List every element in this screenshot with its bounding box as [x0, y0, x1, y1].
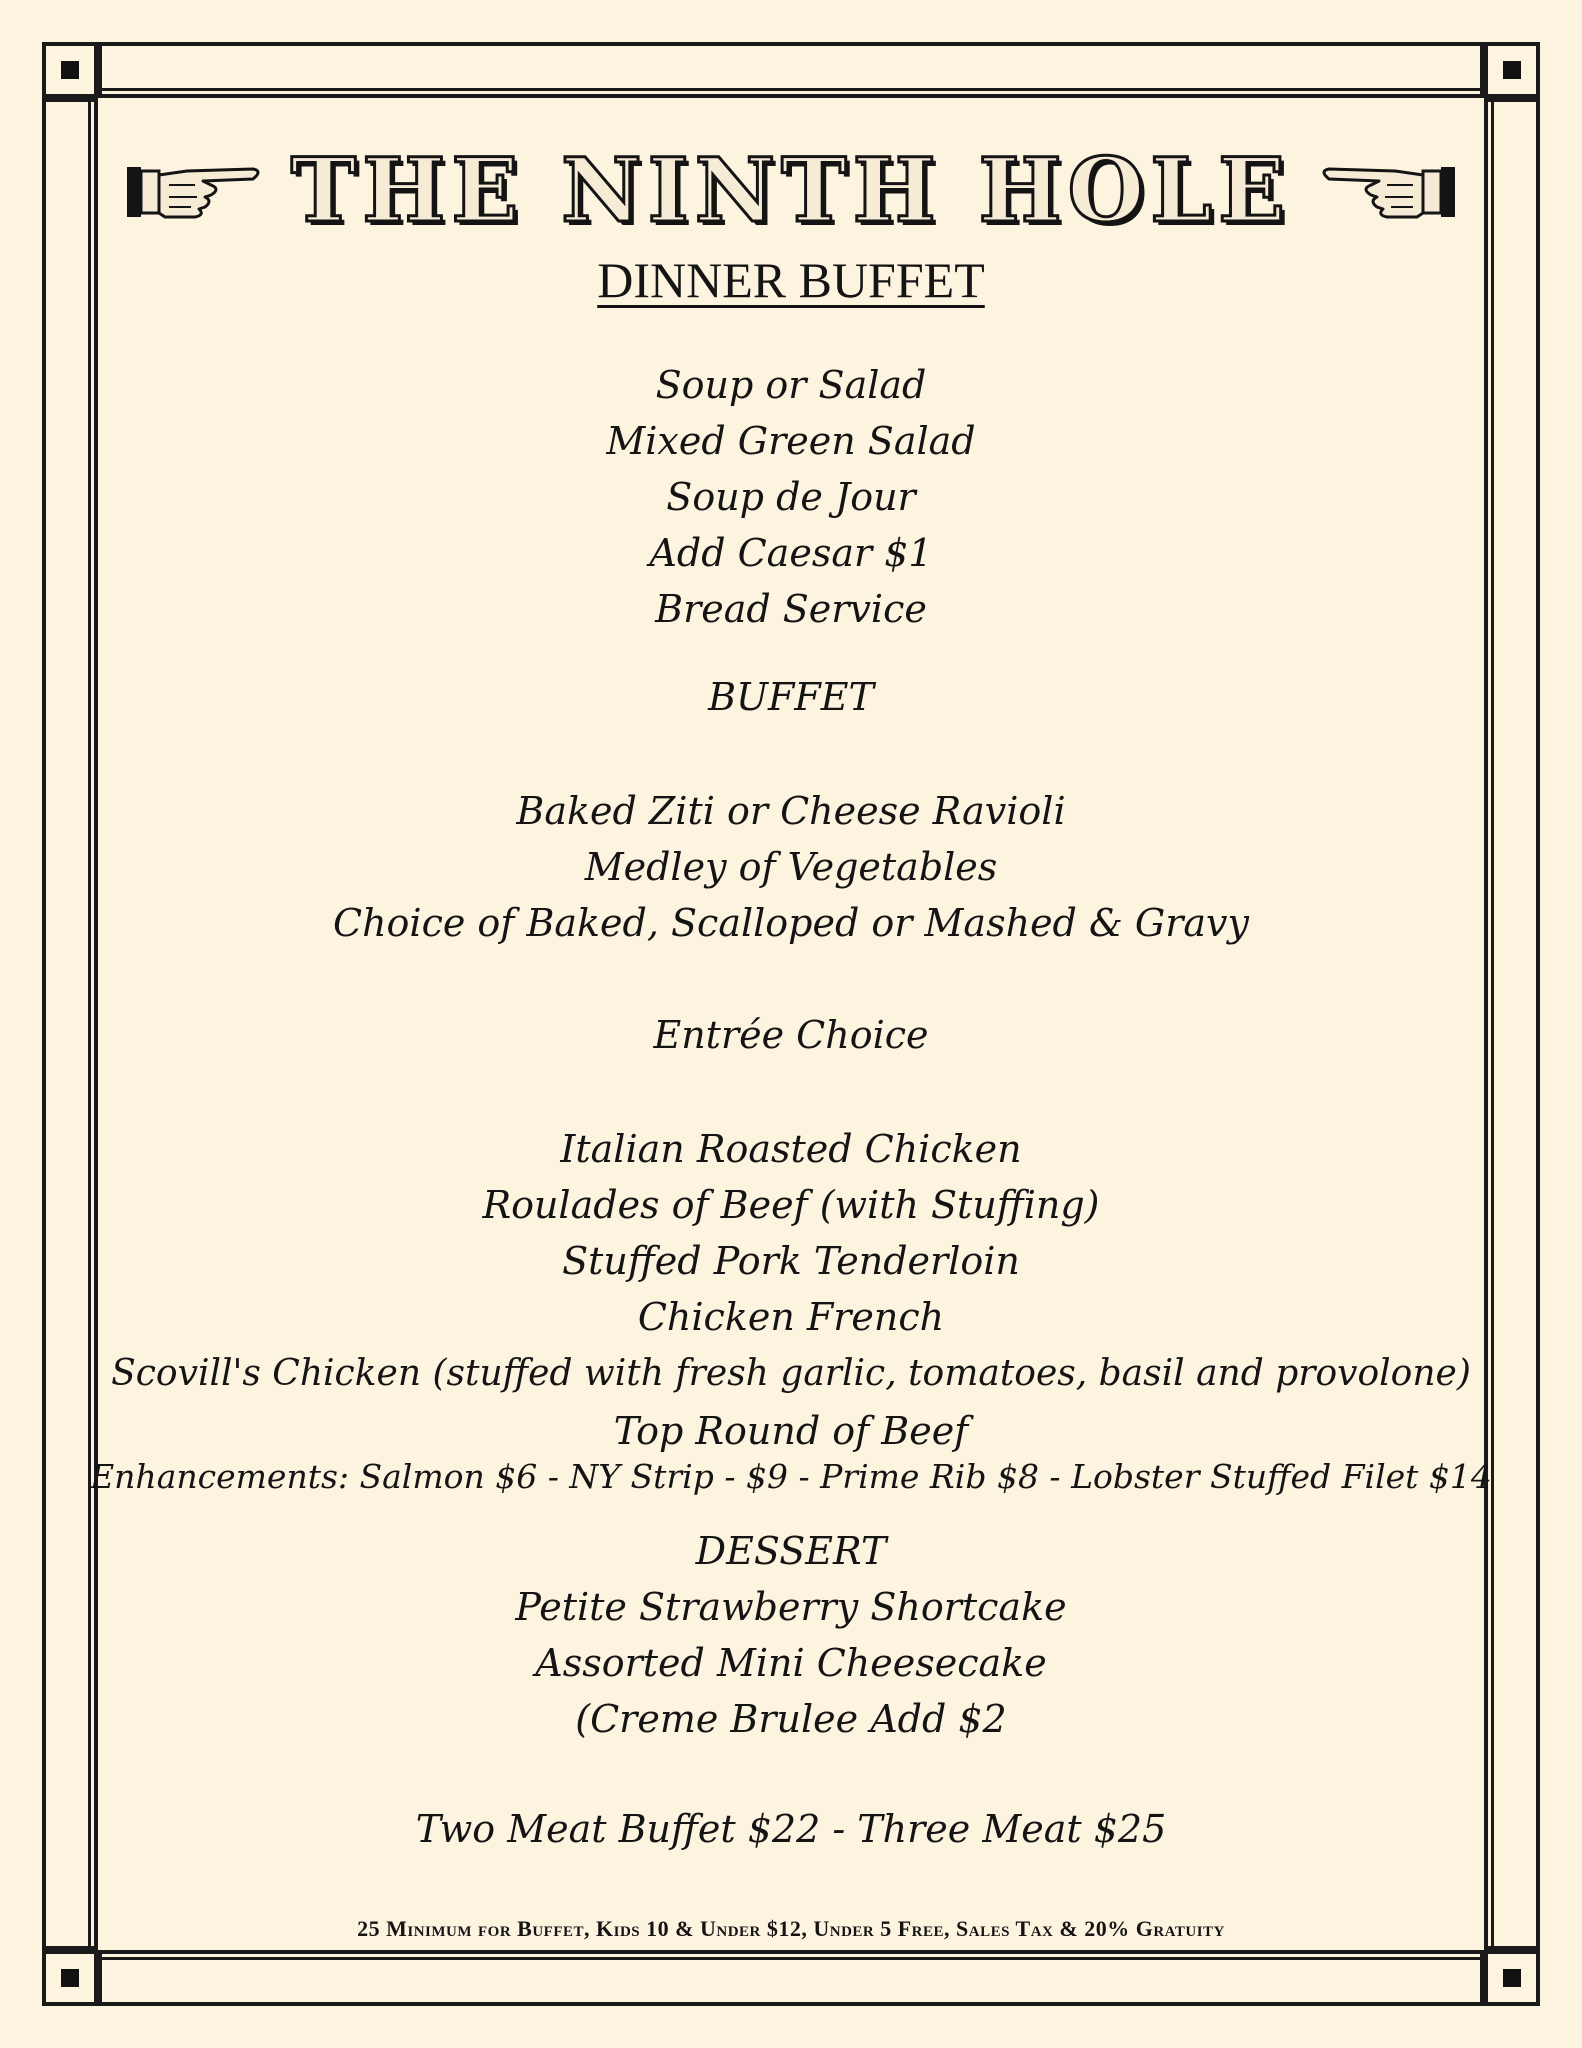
- section-heading-entree: Entrée Choice: [653, 1013, 929, 1057]
- menu-item: Medley of Vegetables: [584, 845, 998, 889]
- menu-item: Bread Service: [655, 587, 927, 631]
- pointing-hand-left-icon: [1317, 155, 1457, 225]
- section-heading-starters: Soup or Salad: [655, 363, 927, 407]
- pointing-hand-right-icon: [125, 155, 265, 225]
- menu-item: Assorted Mini Cheesecake: [535, 1641, 1047, 1685]
- menu-item: Soup de Jour: [666, 475, 916, 519]
- menu-item: (Creme Brulee Add $2: [575, 1697, 1007, 1741]
- menu-item: Top Round of Beef: [613, 1409, 969, 1453]
- page-title: THE NINTH HOLE: [290, 138, 1292, 242]
- corner-ornament-top-right: [1484, 42, 1540, 98]
- menu-item: Petite Strawberry Shortcake: [515, 1585, 1067, 1629]
- footer-note: 25 Minimum for Buffet, Kids 10 & Under $12, Under 5 Free, Sales Tax & 20% Gratuity: [357, 1916, 1225, 1941]
- menu-item: Scovill's Chicken (stuffed with fresh garlic, tomatoes, basil and provolone): [111, 1353, 1471, 1394]
- menu-item: Chicken French: [637, 1295, 945, 1339]
- corner-ornament-bottom-right: [1484, 1950, 1540, 2006]
- menu-item: Stuffed Pork Tenderloin: [562, 1239, 1020, 1283]
- menu-item: Baked Ziti or Cheese Ravioli: [516, 789, 1066, 833]
- pricing-line: Two Meat Buffet $22 - Three Meat $25: [415, 1807, 1167, 1851]
- enhancements-line: Enhancements: Salmon $6 - NY Strip - $9 - Prime Rib $8 - Lobster Stuffed Filet $14: [90, 1457, 1492, 1496]
- menu-item: Italian Roasted Chicken: [560, 1127, 1022, 1171]
- corner-ornament-bottom-left: [42, 1950, 98, 2006]
- menu-item: Add Caesar $1: [649, 531, 933, 575]
- corner-ornament-top-left: [42, 42, 98, 98]
- section-heading-buffet: BUFFET: [708, 675, 874, 719]
- frame-inner-line-top: [98, 88, 1484, 91]
- menu-header: [80, 140, 1502, 240]
- menu-item: Mixed Green Salad: [606, 419, 976, 463]
- menu-item: Roulades of Beef (with Stuffing): [482, 1183, 1100, 1227]
- frame-inner-line-bottom: [98, 1957, 1484, 1960]
- menu-item: Choice of Baked, Scalloped or Mashed & Gravy: [333, 901, 1249, 945]
- menu-subtitle: DINNER BUFFET: [597, 252, 985, 308]
- section-heading-dessert: DESSERT: [695, 1529, 887, 1573]
